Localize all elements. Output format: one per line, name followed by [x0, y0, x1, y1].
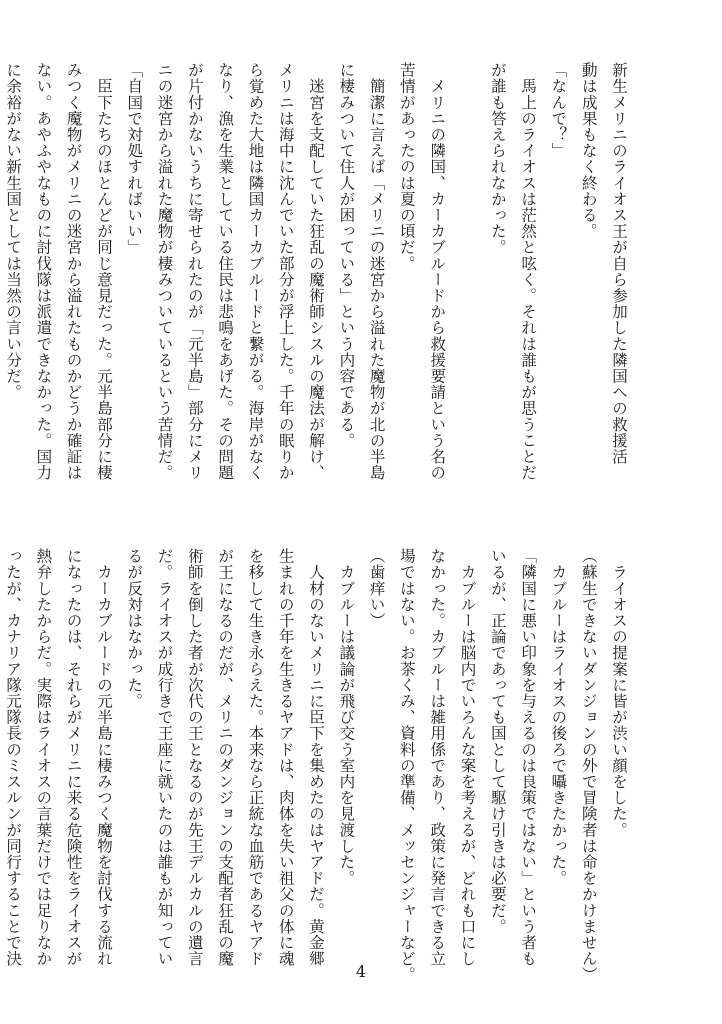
text-line: （歯痒い）	[367, 548, 386, 629]
text-line: みつく魔物がメリニの迷宮から溢れたものかどうか確証は	[64, 62, 83, 481]
text-line: カブルーは脳内でいろんな案を考えるが、どれも口にし	[458, 548, 477, 967]
text-line: メリニの隣国、カーカブルードから救援要請という名の	[428, 62, 447, 481]
text-line: ない。あやふやなものに討伐隊は派遣できなかった。国力	[34, 62, 53, 481]
text-line: 熱弁したからだ。実際はライオスの言葉だけでは足りなか	[34, 548, 53, 967]
text-line: になったのは、それらがメリニに来る危険性をライオスが	[64, 548, 83, 967]
text-line: ニの迷宮から溢れた魔物が棲みついているという苦情だ。	[155, 62, 174, 481]
text-line: るが反対はなかった。	[125, 548, 144, 709]
text-line: 新生メリニのライオス王が自ら参加した隣国への救援活	[610, 62, 628, 465]
text-line: 生まれの千年を生きるヤアドは、肉体を失い祖父の体に魂	[276, 548, 295, 967]
text-line: 動は成果もなく終わる。	[579, 62, 598, 240]
text-line: なかった。カブルーは雑用係であり、政策に発言できる立	[428, 548, 447, 967]
text-line: が王になるのだが、メリニのダンジョンの支配者狂乱の魔	[216, 548, 235, 967]
text-block-top	[4, 62, 634, 481]
text-line: カブルーは議論が飛び交う室内を見渡した。	[337, 548, 356, 887]
text-line: ライオスの提案に皆が渋い顔をした。	[610, 548, 628, 838]
text-line: ったが、カナリア隊元隊長のミスルンが同行することで決	[4, 548, 23, 967]
text-line: いるが、正論であっても国として駆け引きは必要だ。	[488, 548, 507, 935]
text-line: 簡潔に言えば「メリニの迷宮から溢れた魔物が北の半島	[367, 62, 386, 481]
text-line: 馬上のライオスは茫然と呟く。それは誰もが思うことだ	[519, 62, 538, 481]
text-line: 苦情があったのは夏の頃だ。	[397, 62, 416, 272]
text-line: 人材のないメリニに臣下を集めたのはヤアドだ。黄金郷	[307, 548, 326, 967]
text-line: 臣下たちのほとんどが同じ意見だった。元半島部分に棲	[94, 62, 113, 481]
text-line: （蘇生できないダンジョンの外で冒険者は命をかけません）	[579, 548, 598, 983]
text-line: 「自国で対処すればいい」	[125, 62, 144, 256]
text-line: に余裕がない新生国としては当然の言い分だ。	[4, 62, 23, 401]
text-line: カブルーはライオスの後ろで囁きたかった。	[549, 548, 568, 887]
text-line: が誰も答えられなかった。	[488, 62, 507, 256]
text-line: なり、漁を生業としている住民は悲鳴をあげた。その問題	[216, 62, 235, 481]
text-line: メリニは海中に沈んでいた部分が浮上した。千年の眠りか	[276, 62, 295, 481]
text-line: が片付かないうちに寄せられたのが「元半島」部分にメリ	[185, 62, 204, 481]
text-line: 迷宮を支配していた狂乱の魔術師シスルの魔法が解け、	[307, 62, 326, 481]
text-line: 「隣国に悪い印象を与えるのは良策ではない」という者も	[519, 548, 538, 967]
text-line: 術師を倒した者が次代の王となるのが先王デルカルの遺言	[185, 548, 204, 967]
text-line: カーカブルードの元半島に棲みつく魔物を討伐する流れ	[94, 548, 113, 967]
text-block-bottom	[4, 548, 634, 983]
text-line: だ。ライオスが成行きで王座に就いたのは誰もが知ってい	[155, 548, 174, 967]
text-line: に棲みついて住人が困っている」という内容である。	[337, 62, 356, 449]
page-number: 4	[355, 962, 367, 981]
text-line: 場ではない。お茶くみ、資料の準備、メッセンジャーなど。	[397, 548, 416, 983]
text-line: ら覚めた大地は隣国カーカブルードと繋がる。海岸がなく	[246, 62, 265, 481]
text-line: 「なんで？」	[549, 62, 568, 159]
text-line: を移して生き永らえた。本来なら正統な血筋であるヤアド	[246, 548, 265, 967]
text-line	[452, 62, 482, 462]
